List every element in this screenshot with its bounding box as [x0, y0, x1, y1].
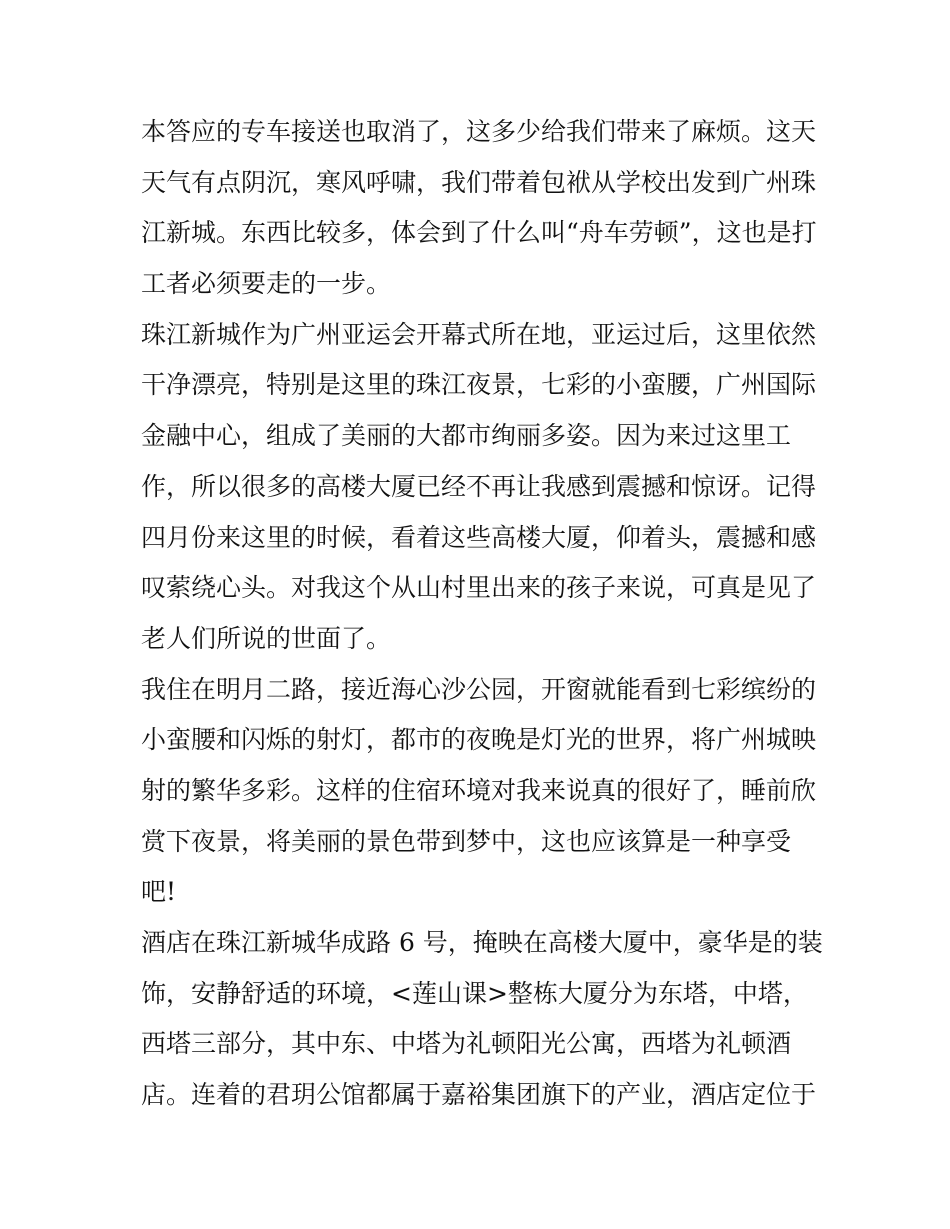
text-line: 金融中心，组成了美丽的大都市绚丽多姿。因为来过这里工	[141, 421, 792, 451]
text-line: 本答应的专车接送也取消了，这多少给我们带来了麻烦。这天	[141, 117, 817, 146]
text-line: 射的繁华多彩。这样的住宿环境对我来说真的很好了，睡前欣	[141, 775, 817, 805]
text-line: 四月份来这里的时候，看着这些高楼大厦，仰着头，震撼和感	[141, 522, 817, 552]
text-line: 叹萦绕心头。对我这个从山村里出来的孩子来说，可真是见了	[141, 573, 817, 603]
text-line: 小蛮腰和闪烁的射灯，都市的夜晚是灯光的世界，将广州城映	[141, 725, 817, 755]
text-line: 西塔三部分，其中东、中塔为礼顿阳光公寓，西塔为礼顿酒	[141, 1029, 792, 1059]
text-line: 我住在明月二路，接近海心沙公园，开窗就能看到七彩缤纷的	[141, 674, 817, 704]
text-line: 酒店在珠江新城华成路 6 号，掩映在高楼大厦中，豪华是的装	[141, 928, 823, 957]
body-text	[141, 107, 821, 1121]
text-line: 作，所以很多的高楼大厦已经不再让我感到震撼和惊讶。记得	[141, 471, 817, 501]
text-line: 店。连着的君玥公馆都属于嘉裕集团旗下的产业，酒店定位于	[141, 1080, 817, 1110]
text-line: 江新城。东西比较多，体会到了什么叫“舟车劳顿”，这也是打	[141, 218, 817, 248]
text-line: 工者必须要走的一步。	[141, 269, 392, 299]
text-line: 赏下夜景，将美丽的景色带到梦中，这也应该算是一种享受	[141, 826, 792, 856]
text-line: 饰，安静舒适的环境，<莲山课>整栋大厦分为东塔，中塔，	[141, 978, 808, 1008]
text-line: 干净漂亮，特别是这里的珠江夜景，七彩的小蛮腰，广州国际	[141, 370, 817, 400]
text-line: 老人们所说的世面了。	[141, 623, 392, 653]
text-line: 天气有点阴沉，寒风呼啸，我们带着包袱从学校出发到广州珠	[141, 167, 817, 197]
text-line: 珠江新城作为广州亚运会开幕式所在地，亚运过后，这里依然	[141, 319, 817, 349]
text-line: 吧!	[141, 877, 177, 907]
